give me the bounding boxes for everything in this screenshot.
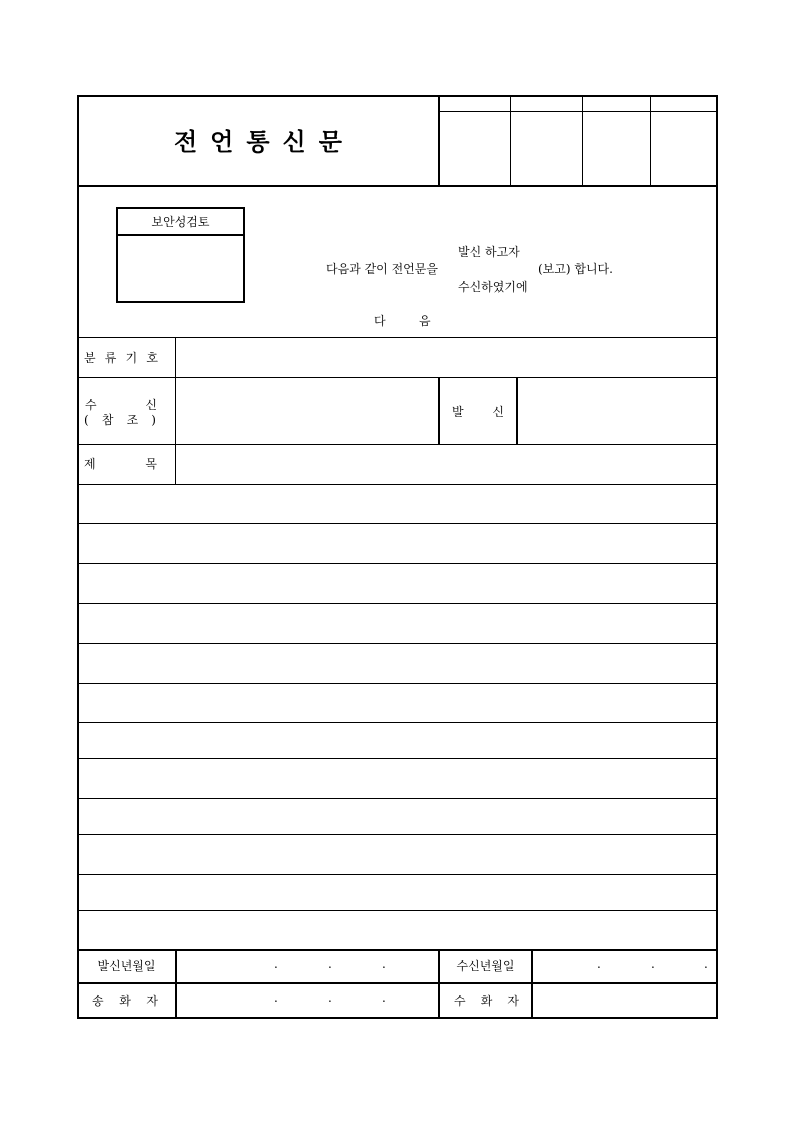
sender-divider (438, 377, 440, 444)
date-separator: . (651, 957, 655, 971)
body-line (78, 834, 717, 835)
header-bottom-rule (78, 185, 717, 187)
body-line (78, 563, 717, 564)
subject-label: 제 목 (84, 457, 157, 471)
message-body-area[interactable] (79, 486, 716, 949)
heading-eum: 음 (419, 314, 431, 328)
send-date-label: 발신년월일 (97, 959, 156, 973)
classification-input[interactable] (177, 339, 716, 376)
approval-grid-divider (582, 96, 583, 187)
row-rule (78, 484, 717, 485)
date-separator: . (597, 957, 601, 971)
approval-grid-divider (650, 96, 651, 187)
approval-cell[interactable] (652, 112, 716, 185)
label-column-divider (175, 337, 176, 484)
date-separator: . (274, 957, 278, 971)
subject-input[interactable] (177, 446, 716, 483)
footer-divider (531, 950, 533, 1018)
heading-da: 다 (374, 314, 386, 328)
body-line (78, 798, 717, 799)
date-separator: . (328, 957, 332, 971)
body-line (78, 643, 717, 644)
sender-divider (516, 377, 518, 444)
intro-text-left: 다음과 같이 전언문을 (326, 262, 438, 276)
body-line (78, 910, 717, 911)
approval-grid-divider (510, 96, 511, 187)
body-line (78, 722, 717, 723)
body-line (78, 603, 717, 604)
receive-date-input[interactable] (534, 952, 716, 981)
body-line (78, 523, 717, 524)
row-rule (78, 377, 717, 378)
section-rule (78, 337, 717, 338)
approval-cell[interactable] (584, 112, 649, 185)
body-line (78, 683, 717, 684)
intro-send-option: 발신 하고자 (458, 245, 520, 259)
date-separator: . (704, 957, 708, 971)
footer-divider (175, 950, 177, 1018)
approval-cell[interactable] (440, 112, 509, 185)
send-date-input[interactable] (178, 952, 437, 981)
footer-top-rule (78, 949, 717, 951)
approval-cell[interactable] (512, 112, 581, 185)
intro-text-right: (보고) 합니다. (538, 262, 613, 276)
footer-middle-rule (78, 982, 717, 984)
sender-input[interactable] (519, 379, 716, 443)
receiver-person-label: 수 화 자 (454, 994, 519, 1008)
sender-person-label: 송 화 자 (92, 994, 158, 1008)
body-line (78, 874, 717, 875)
security-review-rule (117, 234, 244, 236)
reference-label: ( 참 조 ) (84, 413, 156, 427)
security-review-stamp-area[interactable] (118, 237, 243, 301)
date-separator: . (382, 957, 386, 971)
intro-receive-option: 수신하였기에 (458, 280, 528, 294)
date-separator: . (382, 991, 386, 1005)
row-rule (78, 444, 717, 445)
classification-label: 분 류 기 호 (84, 351, 158, 365)
date-separator: . (274, 991, 278, 1005)
recipient-input[interactable] (177, 379, 437, 443)
receive-date-label: 수신년월일 (456, 959, 515, 973)
page-title: 전언통신문 (174, 128, 355, 156)
sender-label: 발 신 (452, 405, 504, 419)
security-review-label: 보안성검토 (151, 215, 210, 229)
recipient-label: 수 신 (85, 398, 157, 412)
date-separator: . (328, 991, 332, 1005)
sender-person-input[interactable] (178, 985, 437, 1017)
receiver-person-input[interactable] (534, 985, 716, 1017)
body-line (78, 758, 717, 759)
